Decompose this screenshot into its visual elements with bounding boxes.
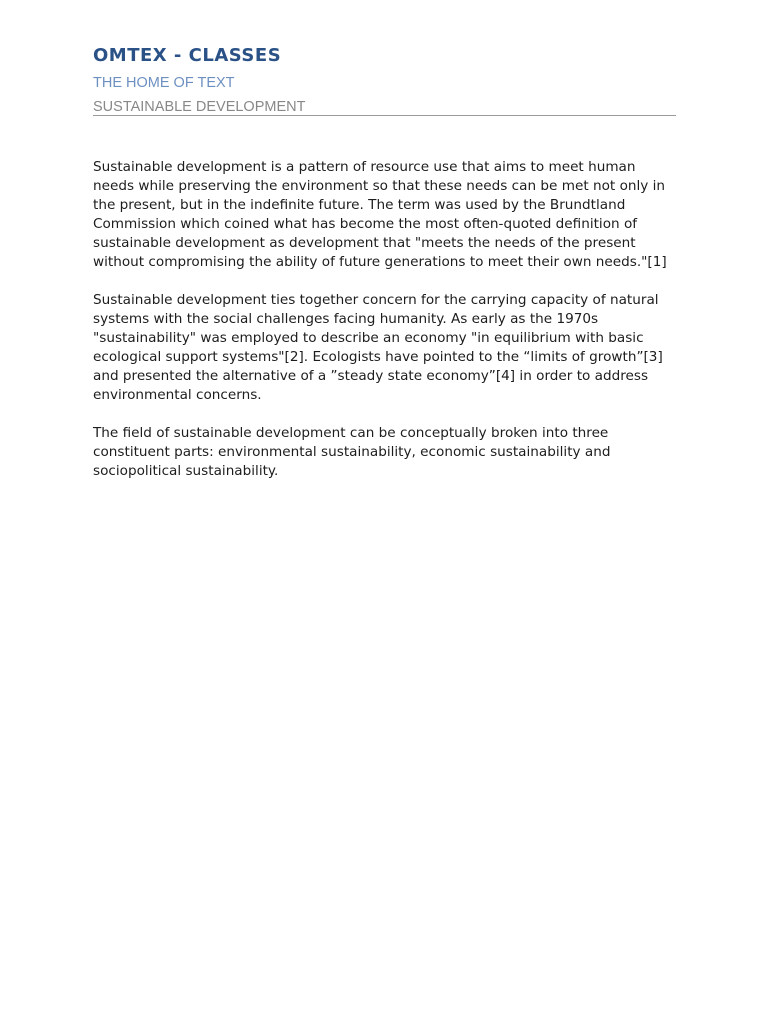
paragraph-3: The field of sustainable development can be conceptually broken into three constituent parts: environmental sustainability, economic sustainability and sociopolitical sustainability. <box>93 425 611 479</box>
document-page <box>93 44 676 500</box>
section-title: SUSTAINABLE DEVELOPMENT <box>93 99 306 115</box>
site-subtitle: THE HOME OF TEXT <box>93 75 235 91</box>
article-body <box>93 158 676 481</box>
paragraph-2: Sustainable development ties together concern for the carrying capacity of natural systems with the social challenges facing humanity. As early as the 1970s "sustainability" was employed to describe an economy "in equilibrium with basic ecological support systems"[2]. Ecologists have pointed to the “limits of growth”[3] and presented the alternative of a ”steady state economy”[4] in order to address environmental concerns. <box>93 292 663 403</box>
paragraph-1: Sustainable development is a pattern of resource use that aims to meet human needs while preserving the environment so that these needs can be met not only in the present, but in the indefinite future. The term was used by the Brundtland Commission which coined what has become the most often-quoted definition of sustainable development as development that "meets the needs of the present without compromising the ability of future generations to meet their own needs."[1] <box>93 159 667 270</box>
site-title: OMTEX - CLASSES <box>93 45 282 66</box>
